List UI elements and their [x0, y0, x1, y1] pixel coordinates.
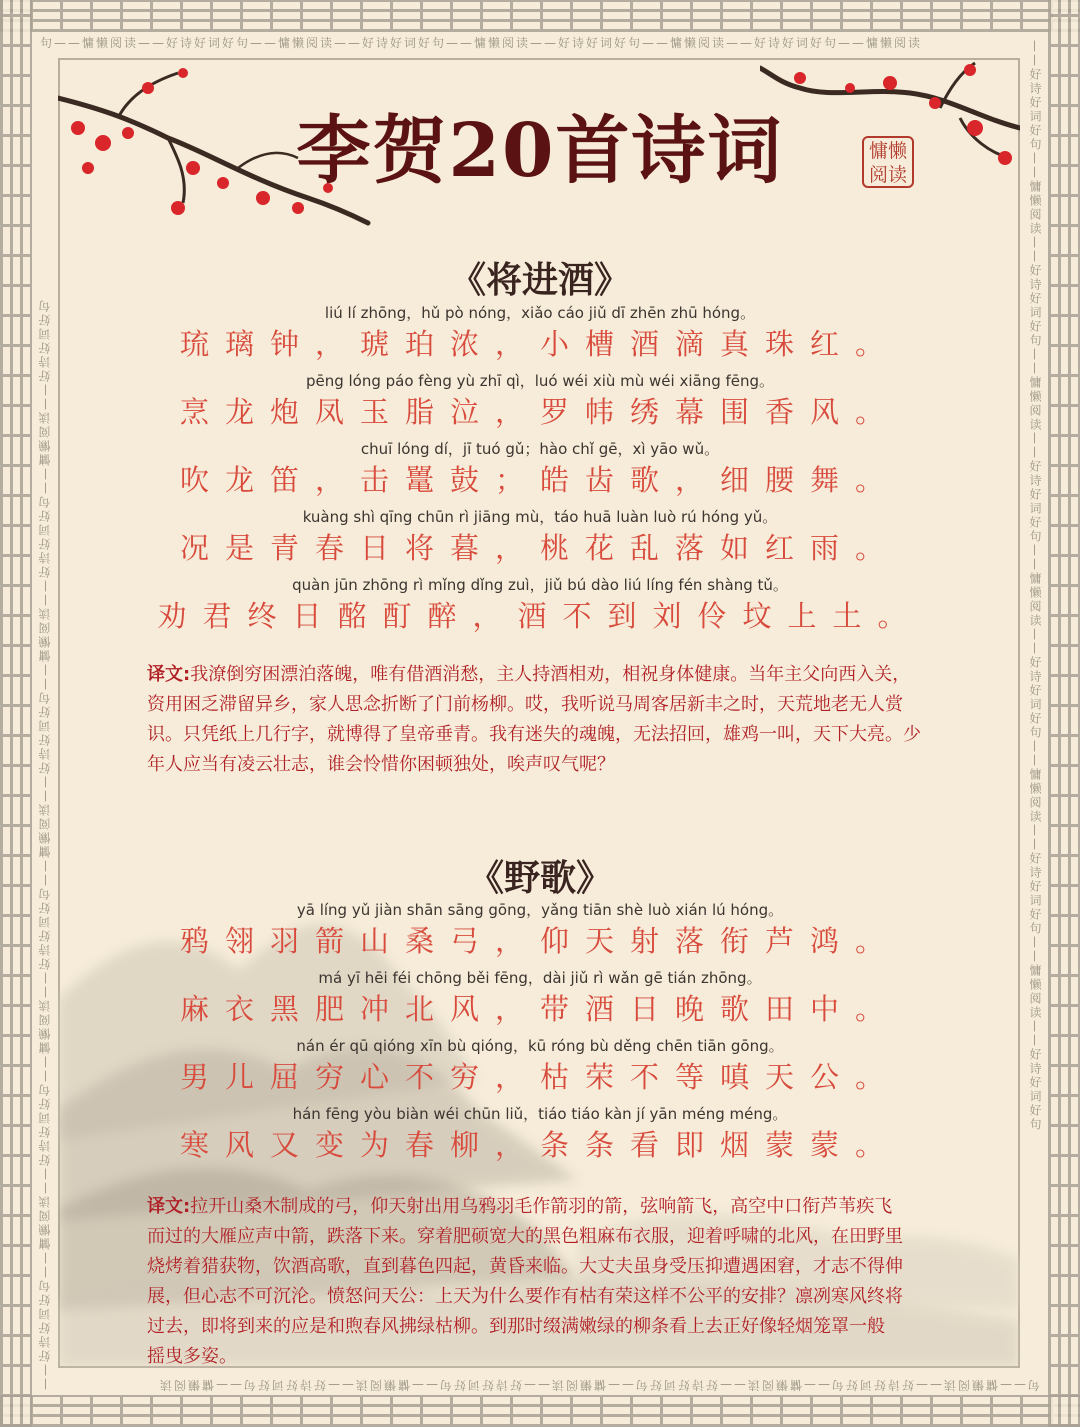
key-border-left — [0, 0, 32, 1427]
translation-line — [147, 1192, 947, 1222]
border-text-right: ——好诗好词好句——慵懒阅读——好诗好词好句——慵懒阅读——好诗好词好句——慵懒阅读——好诗好词好句——慵懒阅读——好诗好词好句——慵懒阅读——好诗好词好句 — [1028, 40, 1042, 1132]
border-text-left: ——好诗好词好句——慵懒阅读——好诗好词好句——慵懒阅读——好诗好词好句——慵懒阅读——好诗好词好句——慵懒阅读——好诗好词好句——慵懒阅读——好诗好词好句 — [38, 298, 52, 1390]
page-title: 李贺20首诗词 — [296, 108, 784, 194]
seal-line-2: 阅读 — [868, 164, 907, 186]
translation-block — [147, 660, 947, 780]
verse-line: 琉璃钟，琥珀浓，小槽酒滴真珠红。 — [179, 327, 900, 361]
translation-label: 译文: — [147, 664, 191, 685]
verse-line: 寒风又变为春柳，条条看即烟蒙蒙。 — [179, 1128, 900, 1162]
border-text-top: 句——慵懒阅读——好诗好词好句——慵懒阅读——好诗好词好句——慵懒阅读——好诗好词好句——慵懒阅读——好诗好词好句——慵懒阅读 — [40, 36, 923, 50]
verse-line: 男儿屈穷心不穷，枯荣不等嗔天公。 — [179, 1060, 900, 1094]
translation-line: 过去，即将到来的应是和煦春风拂绿枯柳。到那时缀满嫩绿的柳条看上去正好像轻烟笼罩一般 — [147, 1316, 885, 1337]
translation-label: 译文: — [147, 1196, 191, 1217]
verse-line: 劝君终日酩酊醉，酒不到刘伶坟上土。 — [157, 599, 923, 633]
verse-line: 烹龙炮凤玉脂泣，罗帏绣幕围香风。 — [179, 395, 900, 429]
pinyin-line: quàn jūn zhōng rì mǐng dǐng zuì，jiǔ bú dào liú líng fén shàng tǔ。 — [292, 576, 788, 594]
pinyin-line: liú lí zhōng，hǔ pò nóng，xiǎo cáo jiǔ dī zhēn zhū hóng。 — [324, 304, 756, 322]
seal-line-1: 慵懒 — [868, 140, 907, 162]
translation-text: 拉开山桑木制成的弓，仰天射出用乌鸦羽毛作箭羽的箭，弦响箭飞，高空中口衔芦苇疾飞 — [190, 1196, 893, 1217]
border-text-bottom: 句——慵懒阅读——好诗好词好句——慵懒阅读——好诗好词好句——慵懒阅读——好诗好词好句——慵懒阅读——好诗好词好句——慵懒阅读 — [157, 1378, 1040, 1392]
verse-line: 吹龙笛，击鼍鼓；皓齿歌，细腰舞。 — [179, 463, 900, 497]
pinyin-line: yā líng yǔ jiàn shān sāng gōng，yǎng tiān shè luò xián lú hóng。 — [296, 901, 784, 919]
key-border-top — [0, 0, 1080, 32]
translation-line: 摇曳多姿。 — [147, 1346, 237, 1367]
pinyin-line: pēng lóng páo fèng yù zhī qì，luó wéi xiù mù wéi xiāng fēng。 — [305, 372, 775, 390]
key-border-right — [1048, 0, 1080, 1427]
key-border-bottom — [0, 1395, 1080, 1427]
pinyin-line: chuī lóng dí，jī tuó gǔ；hào chǐ gē，xì yāo wǔ。 — [360, 440, 720, 458]
translation-line: 年人应当有凌云壮志，谁会怜惜你困顿独处，唉声叹气呢？ — [147, 754, 615, 775]
seal-stamp — [862, 136, 914, 188]
translation-line: 识。只凭纸上几行字，就博得了皇帝垂青。我有迷失的魂魄，无法招回，雄鸡一叫，天下大亮。少 — [147, 724, 921, 745]
translation-line — [147, 660, 947, 690]
poem-title: 《将进酒》 — [449, 259, 630, 301]
translation-line: 展，但心志不可沉沦。愤怒问天公：上天为什么要作有枯有荣这样不公平的安排？凛冽寒风终将 — [147, 1286, 903, 1307]
verse-line: 麻衣黑肥冲北风，带酒日晚歌田中。 — [179, 992, 900, 1026]
translation-block — [147, 1192, 947, 1372]
verse-line: 况是青春日将暮，桃花乱落如红雨。 — [179, 531, 900, 565]
verse-line: 鸦翎羽箭山桑弓，仰天射落衔芦鸿。 — [179, 924, 900, 958]
pinyin-line: nán ér qū qióng xīn bù qióng，kū róng bù děng chēn tiān gōng。 — [296, 1037, 784, 1055]
pinyin-line: má yī hēi féi chōng běi fēng，dài jiǔ rì wǎn gē tián zhōng。 — [318, 969, 762, 987]
pinyin-line: kuàng shì qīng chūn rì jiāng mù，táo huā luàn luò rú hóng yǔ。 — [302, 508, 778, 526]
translation-line: 烧烤着猎获物，饮酒高歌，直到暮色四起，黄昏来临。大丈夫虽身受压抑遭遇困窘，才志不得伸 — [147, 1256, 903, 1277]
translation-line: 而过的大雁应声中箭，跌落下来。穿着肥硕宽大的黑色粗麻布衣服，迎着呼啸的北风，在田野里 — [147, 1226, 903, 1247]
translation-line: 资用困乏滞留异乡，家人思念折断了门前杨柳。哎，我听说马周客居新丰之时，天荒地老无人赏 — [147, 694, 903, 715]
poem-title: 《野歌》 — [467, 857, 612, 899]
translation-text: 我潦倒穷困漂泊落魄，唯有借酒消愁，主人持酒相劝，相祝身体健康。当年主父向西入关， — [190, 664, 911, 685]
pinyin-line: hán fēng yòu biàn wéi chūn liǔ，tiáo tiáo kàn jí yān méng méng。 — [292, 1105, 788, 1123]
